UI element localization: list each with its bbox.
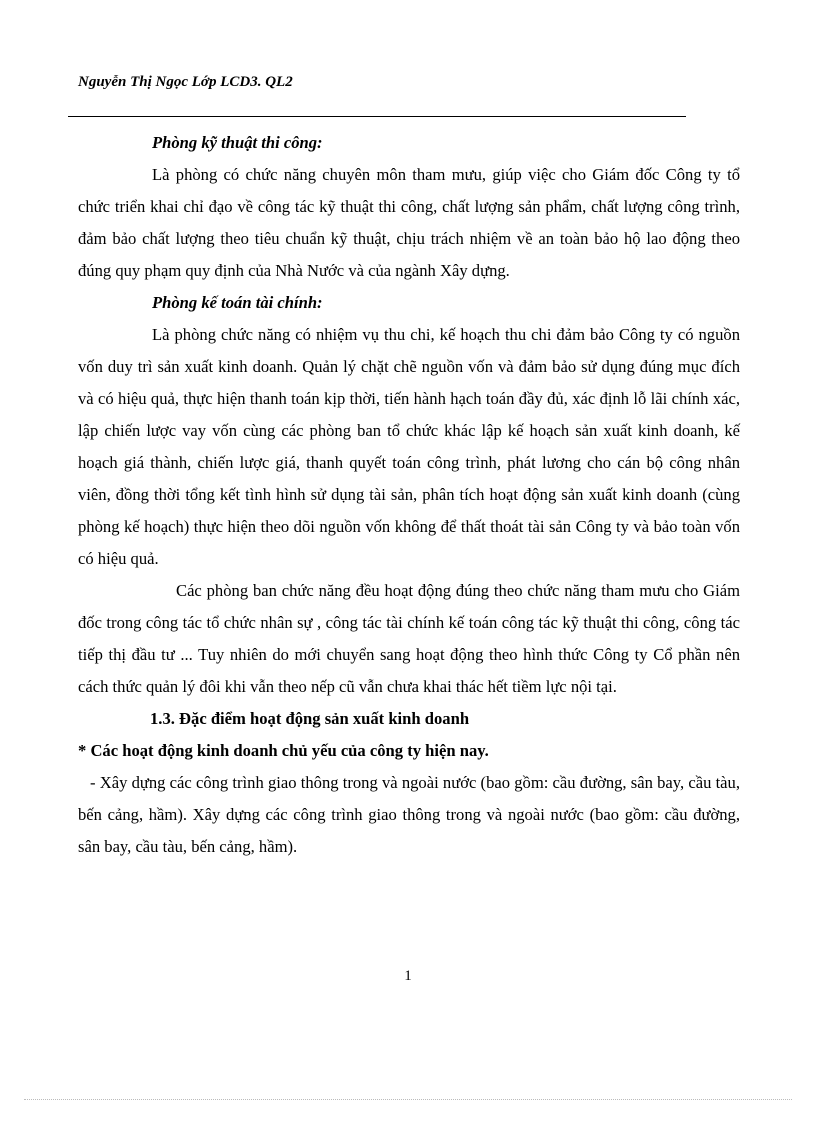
- paragraph-departments-summary: Các phòng ban chức năng đều hoạt động đúng theo chức năng tham mưu cho Giám đốc trong công tác tổ chức nhân sự , công tác tài chính kế toán công tác kỹ thuật thi công, công tác tiếp thị đầu tư ... Tuy nhiên do mới chuyển sang hoạt động theo hình thức Công ty Cổ phần nên cách thức quản lý đôi khi vẫn theo nếp cũ vẫn chưa khai thác hết tiềm lực nội tại.: [78, 581, 740, 696]
- section-title: 1.3. Đặc điểm hoạt động sản xuất kinh doanh: [150, 709, 470, 728]
- paragraph-finance-department: Là phòng chức năng có nhiệm vụ thu chi, kế hoạch thu chi đảm bảo Công ty có nguồn vốn duy trì sản xuất kinh doanh. Quản lý chặt chẽ nguồn vốn và đảm bảo sử dụng đúng mục đích và có hiệu quả, thực hiện thanh toán kịp thời, tiến hành hạch toán đầy đủ, xác định lỗ lãi chính xác, lập chiến lược vay vốn cùng các phòng ban tổ chức khác lập kế hoạch sản xuất kinh doanh, kế hoạch giá thành, chiến lược giá, thanh quyết toán công trình, phát lương cho cán bộ công nhân viên, đồng thời tổng kết tình hình sử dụng tài sản, phân tích hoạt động sản xuất kinh doanh (cùng phòng kế hoạch) thực hiện theo dõi nguồn vốn không để thất thoát tài sản Công ty và bảo toàn vốn có hiệu quả.: [78, 325, 740, 568]
- bullet-heading: * Các hoạt động kinh doanh chủ yếu của công ty hiện nay.: [78, 741, 489, 760]
- paragraph-technical-department: Là phòng có chức năng chuyên môn tham mưu, giúp việc cho Giám đốc Công ty tổ chức triển khai chỉ đạo về công tác kỹ thuật thi công, chất lượng sản phẩm, chất lượng công trình, đảm bảo chất lượng theo tiêu chuẩn kỹ thuật, chịu trách nhiệm về an toàn bảo hộ lao động theo đúng quy phạm quy định của Nhà Nước và của ngành Xây dựng.: [78, 165, 740, 280]
- header-divider: [68, 116, 686, 117]
- heading-technical-department: Phòng kỹ thuật thi công:: [152, 133, 323, 152]
- dash-list-item: - Xây dựng các công trình giao thông trong và ngoài nước (bao gồm: cầu đường, sân bay, cầu tàu, bến cảng, hầm). Xây dựng các công trình giao thông trong và ngoài nước (bao gồm: cầu đường, sân bay, cầu tàu, bến cảng, hầm).: [78, 773, 740, 856]
- page-header: Nguyễn Thị Ngọc Lớp LCD3. QL2: [78, 74, 293, 90]
- heading-finance-department: Phòng kế toán tài chính:: [152, 293, 323, 312]
- page-bottom-border: [24, 1099, 792, 1100]
- document-body: [78, 127, 740, 863]
- page-number: 1: [404, 968, 412, 984]
